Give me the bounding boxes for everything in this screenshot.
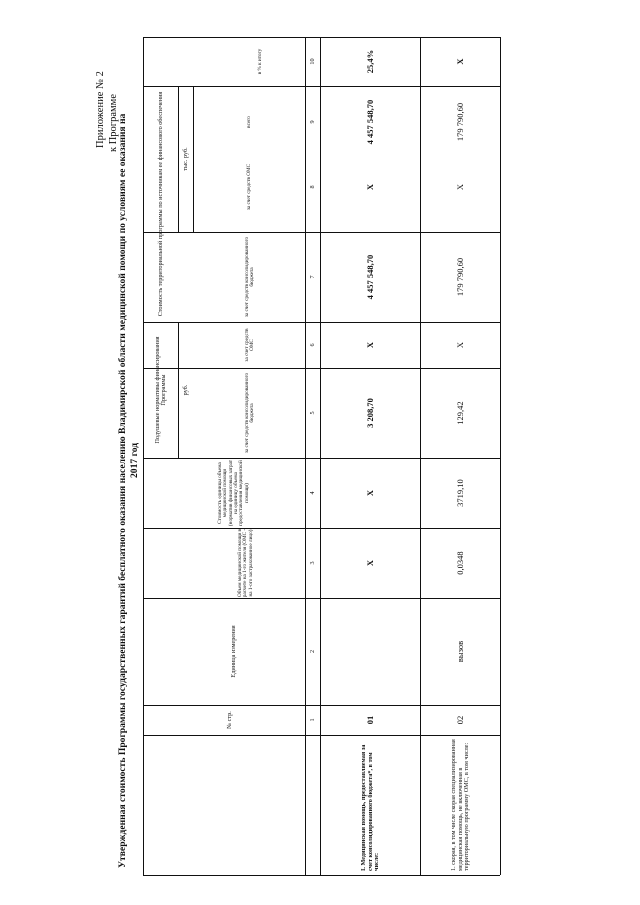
row-cost: Х (364, 489, 375, 497)
row-volume: 0,0348 (454, 551, 465, 575)
colnum-6: 6 (308, 343, 316, 347)
header-tp-oms: за счет средств ОМС (246, 163, 253, 211)
page-title-line1: Утвержденная стоимость Программы государственных гарантий бесплатного оказания населению Владимирской области медицинской помощи по условиям ее оказания на (117, 113, 128, 868)
row-pc-oms: Х (454, 341, 465, 349)
table-border-right (500, 37, 501, 875)
header-thousand-rub: тыс. руб. (181, 147, 189, 171)
header-pc-oms: за счет средств ОМС (243, 328, 255, 362)
header-cost: Стоимость единицы объема медицинской помощи (норматив финансовых затрат на единицу объема предоставления медицинской помощи) (216, 459, 250, 527)
colnum-1: 1 (308, 718, 316, 722)
colnum-7: 7 (308, 275, 316, 279)
row-pc-oms: Х (364, 341, 375, 349)
table-line-subheader (193, 86, 194, 232)
header-total: всего (246, 116, 253, 128)
header-per-capita-group: Подушевые нормативы финансирования Программы (153, 336, 167, 444)
row-unit (320, 598, 420, 705)
table-line-rub (178, 322, 179, 458)
colnum-2: 2 (308, 649, 316, 654)
header-percent: в % к итогу (257, 48, 264, 75)
colnum-3: 3 (308, 561, 316, 565)
row-percent: Х (454, 58, 465, 65)
row-pc-budget: 129,42 (454, 401, 465, 425)
table-border-left (143, 37, 144, 875)
table-line-thousand-rub (178, 86, 179, 232)
row-name: 1. скорая, в том числе скорая специализированная медицинская помощь, не включенная в территориальную программу ОМС, в том числе: (450, 739, 471, 871)
header-rub: руб. (181, 384, 189, 396)
colnum-8: 8 (308, 185, 316, 189)
row-tp-budget: 179 790,60 (454, 257, 465, 297)
header-unit: Единица измерения (229, 625, 237, 678)
colnum-10: 10 (308, 58, 316, 65)
row-tp-oms: Х (364, 183, 375, 191)
row-total: 179 790,60 (454, 102, 465, 142)
row-tp-budget: 4 457 548,70 (364, 254, 375, 300)
header-pc-budget: за счет средств консолидированного бюджета (243, 372, 255, 454)
row-volume: Х (364, 559, 375, 567)
page-title-line2: 2017 год (129, 442, 140, 478)
row-total: 4 457 548,70 (364, 99, 375, 145)
row-num: 01 (364, 715, 375, 725)
colnum-9: 9 (308, 120, 316, 124)
appendix-line2: к Программе (108, 94, 119, 152)
header-tp-budget: за счет средств консолидированного бюджета (243, 236, 255, 318)
table-border-bottom (143, 875, 500, 876)
appendix-line1: Приложение № 2 (95, 71, 106, 148)
header-territorial-group: Стоимость территориальной программы по источникам ее финансового обеспечения (156, 91, 164, 317)
row-pc-budget: 3 208,70 (364, 398, 375, 428)
row-unit: вызов (454, 640, 465, 663)
header-volume: Объем медицинской помощи в расчете на 1-го жителя (ОМС - на 1-ого застрахованное лицо) (236, 528, 254, 598)
colnum-4: 4 (308, 491, 316, 495)
row-num: 02 (454, 715, 465, 725)
row-name: I. Медицинская помощь, предоставляемая за счет консолидированного бюджета*, в том числе: (360, 744, 381, 871)
row-cost: 3719,10 (454, 479, 465, 507)
row-percent: 25,4% (364, 49, 375, 74)
row-tp-oms: Х (454, 183, 465, 191)
colnum-5: 5 (308, 411, 316, 415)
header-row-num: № стр. (225, 711, 233, 729)
